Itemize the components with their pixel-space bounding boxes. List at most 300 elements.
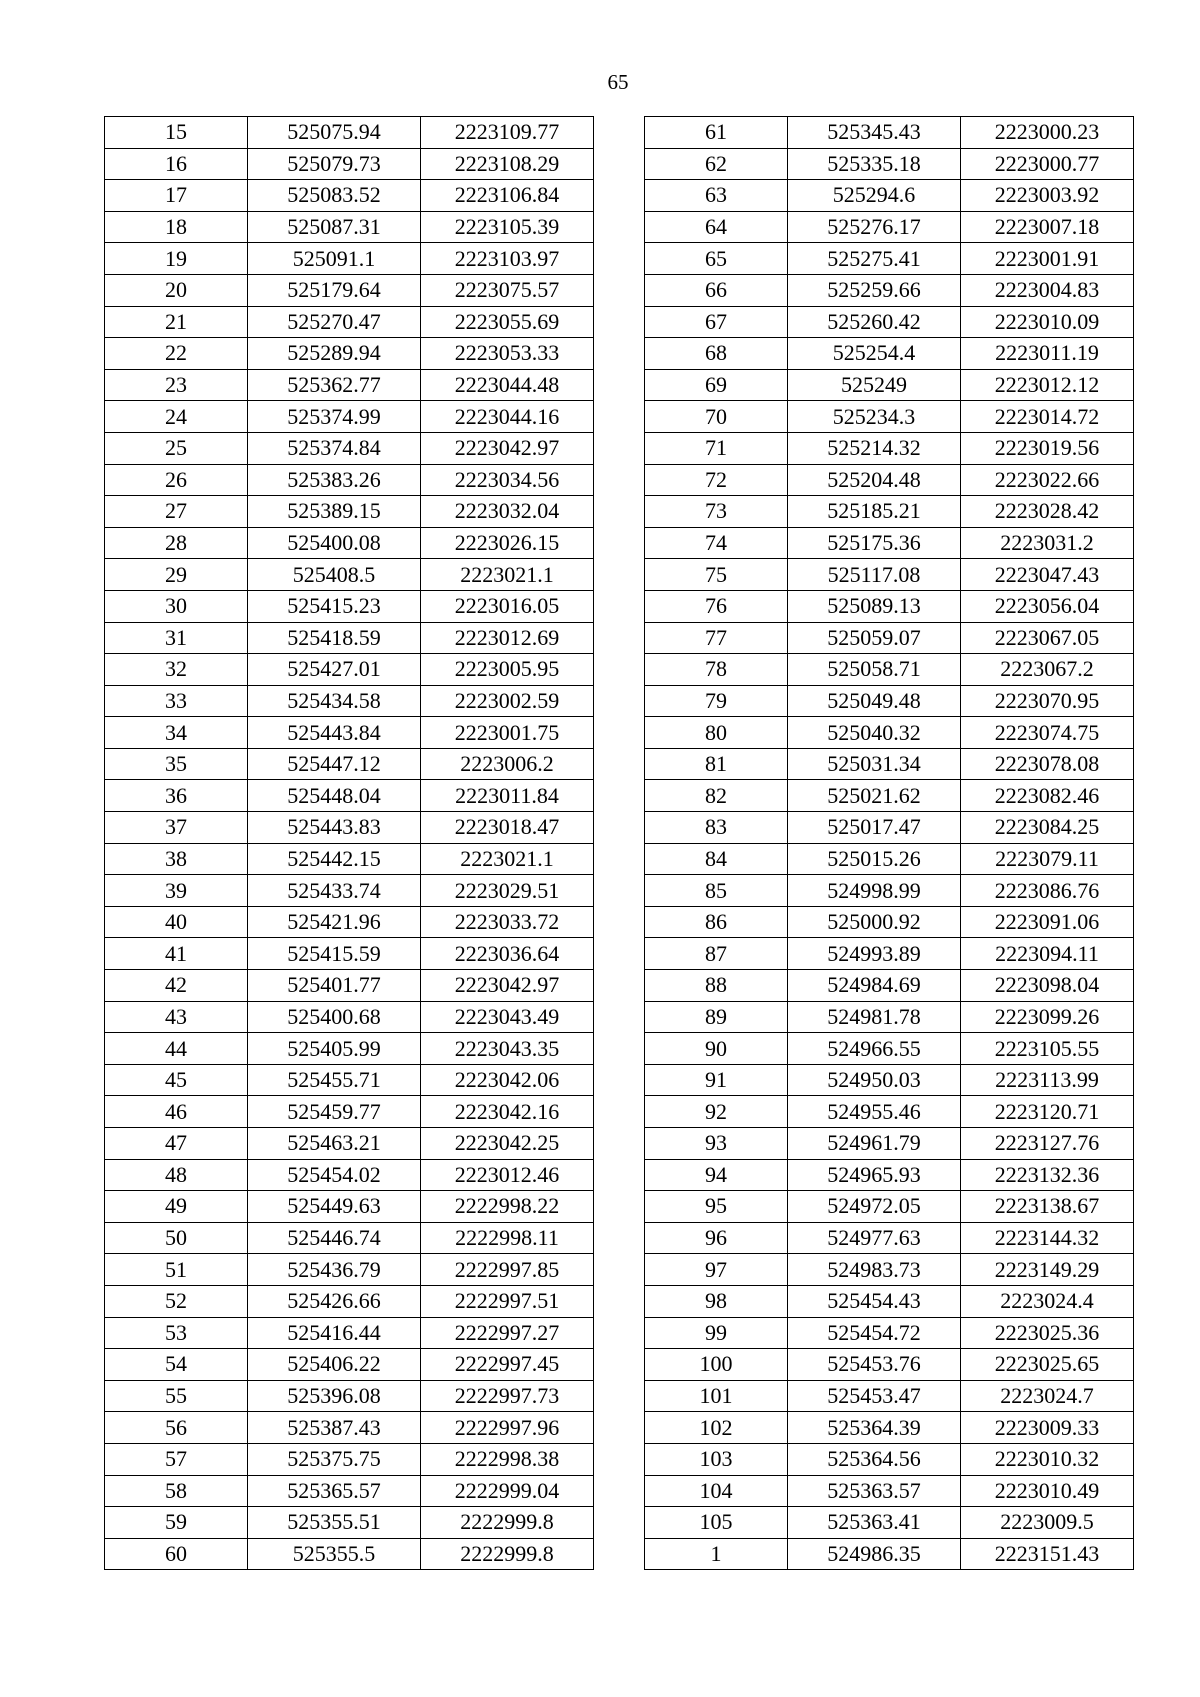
table-row xyxy=(105,369,594,401)
x-coordinate-cell: 525058.71 xyxy=(788,654,961,686)
point-number-cell: 15 xyxy=(105,117,248,149)
x-coordinate-cell: 525075.94 xyxy=(248,117,421,149)
y-coordinate-cell: 2223094.11 xyxy=(961,938,1134,970)
y-coordinate-cell: 2223043.35 xyxy=(421,1033,594,1065)
table-row xyxy=(105,243,594,275)
point-number-cell: 76 xyxy=(645,590,788,622)
x-coordinate-cell: 525249 xyxy=(788,369,961,401)
y-coordinate-cell: 2223075.57 xyxy=(421,274,594,306)
x-coordinate-cell: 525421.96 xyxy=(248,906,421,938)
table-row xyxy=(645,875,1134,907)
x-coordinate-cell: 525185.21 xyxy=(788,496,961,528)
table-row xyxy=(645,1159,1134,1191)
point-number-cell: 103 xyxy=(645,1443,788,1475)
point-number-cell: 66 xyxy=(645,274,788,306)
table-row xyxy=(645,1349,1134,1381)
x-coordinate-cell: 525079.73 xyxy=(248,148,421,180)
table-row xyxy=(105,1033,594,1065)
point-number-cell: 24 xyxy=(105,401,248,433)
y-coordinate-cell: 2223010.09 xyxy=(961,306,1134,338)
coordinate-table-right xyxy=(644,116,1134,1570)
table-row xyxy=(105,906,594,938)
table-row xyxy=(645,780,1134,812)
x-coordinate-cell: 525387.43 xyxy=(248,1412,421,1444)
y-coordinate-cell: 2223070.95 xyxy=(961,685,1134,717)
point-number-cell: 57 xyxy=(105,1443,248,1475)
point-number-cell: 65 xyxy=(645,243,788,275)
x-coordinate-cell: 525363.41 xyxy=(788,1507,961,1539)
table-row xyxy=(105,1538,594,1570)
table-row xyxy=(645,559,1134,591)
table-row xyxy=(645,401,1134,433)
y-coordinate-cell: 2223056.04 xyxy=(961,590,1134,622)
point-number-cell: 36 xyxy=(105,780,248,812)
x-coordinate-cell: 525374.84 xyxy=(248,432,421,464)
x-coordinate-cell: 525401.77 xyxy=(248,970,421,1002)
x-coordinate-cell: 524961.79 xyxy=(788,1128,961,1160)
table-row xyxy=(645,812,1134,844)
table-row xyxy=(645,306,1134,338)
x-coordinate-cell: 525234.3 xyxy=(788,401,961,433)
point-number-cell: 82 xyxy=(645,780,788,812)
point-number-cell: 92 xyxy=(645,1096,788,1128)
x-coordinate-cell: 525454.72 xyxy=(788,1317,961,1349)
point-number-cell: 49 xyxy=(105,1191,248,1223)
point-number-cell: 93 xyxy=(645,1128,788,1160)
point-number-cell: 87 xyxy=(645,938,788,970)
x-coordinate-cell: 525214.32 xyxy=(788,432,961,464)
x-coordinate-cell: 524983.73 xyxy=(788,1254,961,1286)
table-row xyxy=(645,1001,1134,1033)
point-number-cell: 53 xyxy=(105,1317,248,1349)
point-number-cell: 83 xyxy=(645,812,788,844)
table-row xyxy=(645,1538,1134,1570)
point-number-cell: 20 xyxy=(105,274,248,306)
table-row xyxy=(105,527,594,559)
x-coordinate-cell: 524984.69 xyxy=(788,970,961,1002)
x-coordinate-cell: 525091.1 xyxy=(248,243,421,275)
table-row xyxy=(645,1507,1134,1539)
y-coordinate-cell: 2223109.77 xyxy=(421,117,594,149)
point-number-cell: 61 xyxy=(645,117,788,149)
x-coordinate-cell: 525400.68 xyxy=(248,1001,421,1033)
y-coordinate-cell: 2223138.67 xyxy=(961,1191,1134,1223)
point-number-cell: 23 xyxy=(105,369,248,401)
y-coordinate-cell: 2223011.84 xyxy=(421,780,594,812)
y-coordinate-cell: 2223000.23 xyxy=(961,117,1134,149)
point-number-cell: 72 xyxy=(645,464,788,496)
table-row xyxy=(645,117,1134,149)
point-number-cell: 32 xyxy=(105,654,248,686)
table-row xyxy=(105,401,594,433)
x-coordinate-cell: 525454.02 xyxy=(248,1159,421,1191)
table-row xyxy=(645,1222,1134,1254)
x-coordinate-cell: 525400.08 xyxy=(248,527,421,559)
point-number-cell: 26 xyxy=(105,464,248,496)
x-coordinate-cell: 525443.84 xyxy=(248,717,421,749)
y-coordinate-cell: 2223003.92 xyxy=(961,180,1134,212)
x-coordinate-cell: 525405.99 xyxy=(248,1033,421,1065)
x-coordinate-cell: 525406.22 xyxy=(248,1349,421,1381)
y-coordinate-cell: 2223042.97 xyxy=(421,432,594,464)
table-row xyxy=(105,1285,594,1317)
x-coordinate-cell: 524972.05 xyxy=(788,1191,961,1223)
x-coordinate-cell: 525179.64 xyxy=(248,274,421,306)
x-coordinate-cell: 525345.43 xyxy=(788,117,961,149)
x-coordinate-cell: 525270.47 xyxy=(248,306,421,338)
y-coordinate-cell: 2223091.06 xyxy=(961,906,1134,938)
y-coordinate-cell: 2223099.26 xyxy=(961,1001,1134,1033)
point-number-cell: 30 xyxy=(105,590,248,622)
x-coordinate-cell: 525049.48 xyxy=(788,685,961,717)
point-number-cell: 62 xyxy=(645,148,788,180)
y-coordinate-cell: 2223106.84 xyxy=(421,180,594,212)
point-number-cell: 21 xyxy=(105,306,248,338)
table-row xyxy=(645,1191,1134,1223)
point-number-cell: 79 xyxy=(645,685,788,717)
table-row xyxy=(645,843,1134,875)
y-coordinate-cell: 2223044.48 xyxy=(421,369,594,401)
x-coordinate-cell: 525374.99 xyxy=(248,401,421,433)
x-coordinate-cell: 525436.79 xyxy=(248,1254,421,1286)
point-number-cell: 29 xyxy=(105,559,248,591)
x-coordinate-cell: 525459.77 xyxy=(248,1096,421,1128)
x-coordinate-cell: 524977.63 xyxy=(788,1222,961,1254)
y-coordinate-cell: 2223043.49 xyxy=(421,1001,594,1033)
x-coordinate-cell: 525254.4 xyxy=(788,338,961,370)
x-coordinate-cell: 525416.44 xyxy=(248,1317,421,1349)
y-coordinate-cell: 2223034.56 xyxy=(421,464,594,496)
y-coordinate-cell: 2223055.69 xyxy=(421,306,594,338)
table-row xyxy=(105,1001,594,1033)
point-number-cell: 19 xyxy=(105,243,248,275)
y-coordinate-cell: 2223005.95 xyxy=(421,654,594,686)
y-coordinate-cell: 2223018.47 xyxy=(421,812,594,844)
table-row xyxy=(105,812,594,844)
table-row xyxy=(645,464,1134,496)
y-coordinate-cell: 2223016.05 xyxy=(421,590,594,622)
x-coordinate-cell: 525260.42 xyxy=(788,306,961,338)
point-number-cell: 46 xyxy=(105,1096,248,1128)
y-coordinate-cell: 2223120.71 xyxy=(961,1096,1134,1128)
point-number-cell: 51 xyxy=(105,1254,248,1286)
table-row xyxy=(645,211,1134,243)
y-coordinate-cell: 2222997.27 xyxy=(421,1317,594,1349)
y-coordinate-cell: 2223024.7 xyxy=(961,1380,1134,1412)
point-number-cell: 40 xyxy=(105,906,248,938)
table-row xyxy=(645,496,1134,528)
table-row xyxy=(105,1412,594,1444)
x-coordinate-cell: 525364.39 xyxy=(788,1412,961,1444)
point-number-cell: 75 xyxy=(645,559,788,591)
point-number-cell: 27 xyxy=(105,496,248,528)
y-coordinate-cell: 2223132.36 xyxy=(961,1159,1134,1191)
x-coordinate-cell: 525031.34 xyxy=(788,748,961,780)
x-coordinate-cell: 525364.56 xyxy=(788,1443,961,1475)
point-number-cell: 104 xyxy=(645,1475,788,1507)
x-coordinate-cell: 525355.5 xyxy=(248,1538,421,1570)
table-row xyxy=(105,1317,594,1349)
x-coordinate-cell: 525418.59 xyxy=(248,622,421,654)
point-number-cell: 60 xyxy=(105,1538,248,1570)
point-number-cell: 17 xyxy=(105,180,248,212)
y-coordinate-cell: 2223010.49 xyxy=(961,1475,1134,1507)
x-coordinate-cell: 525000.92 xyxy=(788,906,961,938)
table-row xyxy=(105,1380,594,1412)
point-number-cell: 78 xyxy=(645,654,788,686)
x-coordinate-cell: 525335.18 xyxy=(788,148,961,180)
x-coordinate-cell: 525446.74 xyxy=(248,1222,421,1254)
y-coordinate-cell: 2223079.11 xyxy=(961,843,1134,875)
point-number-cell: 31 xyxy=(105,622,248,654)
table-row xyxy=(645,1285,1134,1317)
y-coordinate-cell: 2223086.76 xyxy=(961,875,1134,907)
y-coordinate-cell: 2223067.05 xyxy=(961,622,1134,654)
point-number-cell: 68 xyxy=(645,338,788,370)
y-coordinate-cell: 2223127.76 xyxy=(961,1128,1134,1160)
x-coordinate-cell: 525294.6 xyxy=(788,180,961,212)
x-coordinate-cell: 524950.03 xyxy=(788,1064,961,1096)
table-row xyxy=(645,622,1134,654)
point-number-cell: 55 xyxy=(105,1380,248,1412)
point-number-cell: 89 xyxy=(645,1001,788,1033)
table-row xyxy=(105,1475,594,1507)
point-number-cell: 18 xyxy=(105,211,248,243)
point-number-cell: 98 xyxy=(645,1285,788,1317)
table-row xyxy=(645,590,1134,622)
x-coordinate-cell: 525433.74 xyxy=(248,875,421,907)
x-coordinate-cell: 525454.43 xyxy=(788,1285,961,1317)
x-coordinate-cell: 525117.08 xyxy=(788,559,961,591)
x-coordinate-cell: 525427.01 xyxy=(248,654,421,686)
y-coordinate-cell: 2223007.18 xyxy=(961,211,1134,243)
table-row xyxy=(105,1064,594,1096)
y-coordinate-cell: 2223001.91 xyxy=(961,243,1134,275)
point-number-cell: 69 xyxy=(645,369,788,401)
coordinate-table-left xyxy=(104,116,594,1570)
point-number-cell: 70 xyxy=(645,401,788,433)
x-coordinate-cell: 524981.78 xyxy=(788,1001,961,1033)
x-coordinate-cell: 524986.35 xyxy=(788,1538,961,1570)
y-coordinate-cell: 2222997.45 xyxy=(421,1349,594,1381)
table-row xyxy=(105,1349,594,1381)
point-number-cell: 48 xyxy=(105,1159,248,1191)
y-coordinate-cell: 2223033.72 xyxy=(421,906,594,938)
table-row xyxy=(105,306,594,338)
point-number-cell: 90 xyxy=(645,1033,788,1065)
table-row xyxy=(645,906,1134,938)
y-coordinate-cell: 2222997.73 xyxy=(421,1380,594,1412)
x-coordinate-cell: 525408.5 xyxy=(248,559,421,591)
y-coordinate-cell: 2223014.72 xyxy=(961,401,1134,433)
point-number-cell: 43 xyxy=(105,1001,248,1033)
point-number-cell: 105 xyxy=(645,1507,788,1539)
y-coordinate-cell: 2223067.2 xyxy=(961,654,1134,686)
x-coordinate-cell: 525426.66 xyxy=(248,1285,421,1317)
table-row xyxy=(645,1064,1134,1096)
point-number-cell: 44 xyxy=(105,1033,248,1065)
point-number-cell: 91 xyxy=(645,1064,788,1096)
table-row xyxy=(105,717,594,749)
x-coordinate-cell: 525017.47 xyxy=(788,812,961,844)
point-number-cell: 64 xyxy=(645,211,788,243)
point-number-cell: 86 xyxy=(645,906,788,938)
y-coordinate-cell: 2223032.04 xyxy=(421,496,594,528)
table-row xyxy=(645,274,1134,306)
table-row xyxy=(105,622,594,654)
x-coordinate-cell: 524998.99 xyxy=(788,875,961,907)
y-coordinate-cell: 2223078.08 xyxy=(961,748,1134,780)
x-coordinate-cell: 525204.48 xyxy=(788,464,961,496)
y-coordinate-cell: 2222997.51 xyxy=(421,1285,594,1317)
y-coordinate-cell: 2223011.19 xyxy=(961,338,1134,370)
point-number-cell: 97 xyxy=(645,1254,788,1286)
y-coordinate-cell: 2223000.77 xyxy=(961,148,1134,180)
point-number-cell: 1 xyxy=(645,1538,788,1570)
x-coordinate-cell: 525021.62 xyxy=(788,780,961,812)
y-coordinate-cell: 2223151.43 xyxy=(961,1538,1134,1570)
x-coordinate-cell: 525415.59 xyxy=(248,938,421,970)
table-row xyxy=(105,338,594,370)
x-coordinate-cell: 525434.58 xyxy=(248,685,421,717)
x-coordinate-cell: 525040.32 xyxy=(788,717,961,749)
x-coordinate-cell: 525447.12 xyxy=(248,748,421,780)
y-coordinate-cell: 2223084.25 xyxy=(961,812,1134,844)
point-number-cell: 58 xyxy=(105,1475,248,1507)
table-row xyxy=(105,432,594,464)
x-coordinate-cell: 525453.47 xyxy=(788,1380,961,1412)
table-row xyxy=(105,464,594,496)
table-row xyxy=(645,654,1134,686)
table-row xyxy=(105,780,594,812)
point-number-cell: 37 xyxy=(105,812,248,844)
y-coordinate-cell: 2223149.29 xyxy=(961,1254,1134,1286)
table-row xyxy=(105,1507,594,1539)
x-coordinate-cell: 525455.71 xyxy=(248,1064,421,1096)
y-coordinate-cell: 2223036.64 xyxy=(421,938,594,970)
x-coordinate-cell: 525289.94 xyxy=(248,338,421,370)
point-number-cell: 74 xyxy=(645,527,788,559)
x-coordinate-cell: 525449.63 xyxy=(248,1191,421,1223)
point-number-cell: 84 xyxy=(645,843,788,875)
x-coordinate-cell: 525396.08 xyxy=(248,1380,421,1412)
x-coordinate-cell: 525259.66 xyxy=(788,274,961,306)
y-coordinate-cell: 2223042.16 xyxy=(421,1096,594,1128)
y-coordinate-cell: 2223074.75 xyxy=(961,717,1134,749)
x-coordinate-cell: 525083.52 xyxy=(248,180,421,212)
x-coordinate-cell: 525443.83 xyxy=(248,812,421,844)
y-coordinate-cell: 2223105.39 xyxy=(421,211,594,243)
y-coordinate-cell: 2222999.04 xyxy=(421,1475,594,1507)
y-coordinate-cell: 2223105.55 xyxy=(961,1033,1134,1065)
point-number-cell: 39 xyxy=(105,875,248,907)
point-number-cell: 85 xyxy=(645,875,788,907)
table-row xyxy=(645,1096,1134,1128)
y-coordinate-cell: 2222999.8 xyxy=(421,1507,594,1539)
table-row xyxy=(105,1222,594,1254)
table-row xyxy=(645,1475,1134,1507)
table-row xyxy=(645,338,1134,370)
y-coordinate-cell: 2222999.8 xyxy=(421,1538,594,1570)
y-coordinate-cell: 2223044.16 xyxy=(421,401,594,433)
point-number-cell: 99 xyxy=(645,1317,788,1349)
x-coordinate-cell: 524955.46 xyxy=(788,1096,961,1128)
y-coordinate-cell: 2222998.38 xyxy=(421,1443,594,1475)
table-row xyxy=(105,970,594,1002)
point-number-cell: 34 xyxy=(105,717,248,749)
y-coordinate-cell: 2223009.33 xyxy=(961,1412,1134,1444)
y-coordinate-cell: 2223042.97 xyxy=(421,970,594,1002)
point-number-cell: 71 xyxy=(645,432,788,464)
x-coordinate-cell: 525463.21 xyxy=(248,1128,421,1160)
table-row xyxy=(105,875,594,907)
point-number-cell: 41 xyxy=(105,938,248,970)
x-coordinate-cell: 524966.55 xyxy=(788,1033,961,1065)
point-number-cell: 52 xyxy=(105,1285,248,1317)
table-row xyxy=(645,685,1134,717)
point-number-cell: 101 xyxy=(645,1380,788,1412)
point-number-cell: 50 xyxy=(105,1222,248,1254)
table-row xyxy=(105,117,594,149)
x-coordinate-cell: 525375.75 xyxy=(248,1443,421,1475)
table-row xyxy=(645,748,1134,780)
table-row xyxy=(105,1254,594,1286)
y-coordinate-cell: 2223144.32 xyxy=(961,1222,1134,1254)
point-number-cell: 38 xyxy=(105,843,248,875)
table-row xyxy=(105,1159,594,1191)
table-row xyxy=(645,180,1134,212)
table-row xyxy=(645,1317,1134,1349)
table-row xyxy=(105,211,594,243)
x-coordinate-cell: 525415.23 xyxy=(248,590,421,622)
y-coordinate-cell: 2223042.06 xyxy=(421,1064,594,1096)
x-coordinate-cell: 525453.76 xyxy=(788,1349,961,1381)
y-coordinate-cell: 2223021.1 xyxy=(421,843,594,875)
point-number-cell: 42 xyxy=(105,970,248,1002)
y-coordinate-cell: 2223001.75 xyxy=(421,717,594,749)
point-number-cell: 33 xyxy=(105,685,248,717)
x-coordinate-cell: 525448.04 xyxy=(248,780,421,812)
point-number-cell: 63 xyxy=(645,180,788,212)
point-number-cell: 88 xyxy=(645,970,788,1002)
point-number-cell: 80 xyxy=(645,717,788,749)
point-number-cell: 81 xyxy=(645,748,788,780)
y-coordinate-cell: 2223047.43 xyxy=(961,559,1134,591)
x-coordinate-cell: 525362.77 xyxy=(248,369,421,401)
y-coordinate-cell: 2223022.66 xyxy=(961,464,1134,496)
point-number-cell: 73 xyxy=(645,496,788,528)
x-coordinate-cell: 525365.57 xyxy=(248,1475,421,1507)
point-number-cell: 54 xyxy=(105,1349,248,1381)
table-row xyxy=(105,685,594,717)
table-row xyxy=(645,369,1134,401)
y-coordinate-cell: 2223098.04 xyxy=(961,970,1134,1002)
y-coordinate-cell: 2222997.85 xyxy=(421,1254,594,1286)
y-coordinate-cell: 2223029.51 xyxy=(421,875,594,907)
table-row xyxy=(105,274,594,306)
y-coordinate-cell: 2223031.2 xyxy=(961,527,1134,559)
y-coordinate-cell: 2223025.65 xyxy=(961,1349,1134,1381)
table-row xyxy=(645,1443,1134,1475)
table-row xyxy=(645,1380,1134,1412)
table-row xyxy=(105,590,594,622)
y-coordinate-cell: 2223002.59 xyxy=(421,685,594,717)
y-coordinate-cell: 2223024.4 xyxy=(961,1285,1134,1317)
y-coordinate-cell: 2222998.22 xyxy=(421,1191,594,1223)
y-coordinate-cell: 2223025.36 xyxy=(961,1317,1134,1349)
y-coordinate-cell: 2223028.42 xyxy=(961,496,1134,528)
x-coordinate-cell: 525175.36 xyxy=(788,527,961,559)
